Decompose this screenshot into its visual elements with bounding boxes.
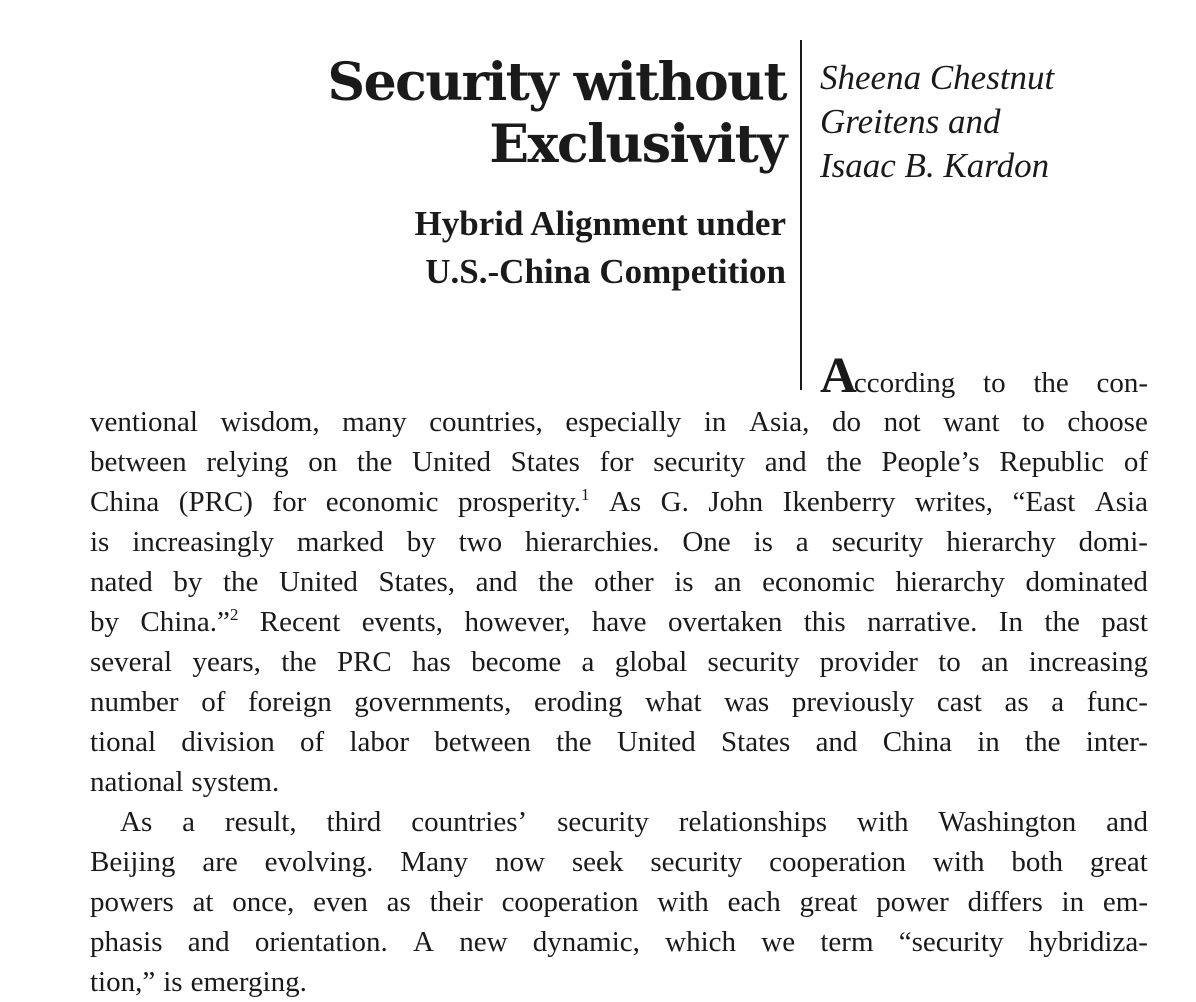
word: in — [1061, 886, 1085, 918]
word: Washington — [938, 806, 1077, 838]
word: become — [471, 646, 562, 678]
word: the — [1044, 606, 1080, 638]
word: new — [459, 926, 508, 958]
word: has — [412, 646, 451, 678]
word: eroding — [533, 686, 623, 718]
word: even — [313, 886, 368, 918]
word: to — [1022, 406, 1045, 438]
word: in — [703, 406, 727, 438]
word: “security — [898, 926, 1004, 958]
author-line: Greitens and — [820, 102, 1001, 141]
word: As — [608, 486, 642, 518]
text-line — [90, 442, 1148, 482]
word: not — [883, 406, 921, 438]
word: hierarchy — [895, 566, 1005, 598]
word: overtaken — [667, 606, 783, 638]
author-line: Isaac B. Kardon — [820, 146, 1050, 185]
word: relationships — [678, 806, 827, 838]
word: People’s — [881, 446, 980, 478]
word: global — [614, 646, 688, 678]
word: the — [356, 446, 393, 478]
text-line — [90, 482, 1148, 522]
word: labor — [349, 726, 410, 758]
word: cooperation — [501, 886, 639, 918]
word: and — [187, 926, 230, 958]
word: years, — [192, 646, 261, 678]
word: have — [591, 606, 647, 638]
word: Beijing — [90, 846, 176, 878]
paragraph-2 — [90, 802, 1148, 1002]
word: security — [831, 526, 924, 558]
vertical-divider — [800, 40, 802, 390]
word: between — [434, 726, 531, 758]
drop-cap: A — [820, 348, 857, 404]
word: G. — [660, 486, 689, 518]
word: and — [764, 446, 807, 478]
text-line — [90, 562, 1148, 602]
word: of — [1123, 446, 1148, 478]
text-line — [90, 882, 1148, 922]
word: as — [386, 886, 411, 918]
word: the — [222, 566, 259, 598]
word: em- — [1102, 886, 1148, 918]
word: which — [665, 926, 737, 958]
word: provider — [819, 646, 918, 678]
word: evolving. — [264, 846, 374, 878]
word: differs — [967, 886, 1043, 918]
word: the — [826, 446, 862, 478]
word: tional — [90, 726, 157, 758]
word: two — [458, 526, 503, 558]
word: PRC — [336, 646, 392, 678]
word: by — [406, 526, 436, 558]
word: relying — [206, 446, 289, 478]
word: powers — [90, 886, 174, 918]
word: phasis — [90, 926, 163, 958]
word: is — [753, 526, 773, 558]
word: this — [803, 606, 846, 638]
word: many — [342, 406, 407, 438]
word: security — [653, 446, 745, 478]
word: security — [707, 646, 800, 678]
word: do — [832, 406, 861, 438]
word: Asia, — [749, 406, 810, 438]
word: the — [281, 646, 317, 678]
word: with — [932, 846, 985, 878]
word: domi- — [1078, 526, 1148, 558]
word: number — [90, 686, 179, 718]
word: by — [173, 566, 203, 598]
word: wisdom, — [220, 406, 320, 438]
word: cast — [936, 686, 982, 718]
word: for — [599, 446, 634, 478]
word: past — [1101, 606, 1148, 638]
word: economic — [325, 486, 439, 518]
word: nated — [90, 566, 153, 598]
word: a — [182, 806, 196, 838]
word: seek — [571, 846, 624, 878]
word: Republic — [999, 446, 1105, 478]
word: States — [721, 726, 791, 758]
article-body — [90, 402, 1148, 1002]
author-line: Sheena Chestnut — [820, 58, 1055, 97]
word: cooperation — [769, 846, 906, 878]
word: prosperity.$^1$ — [457, 485, 590, 518]
word: func- — [1086, 686, 1148, 718]
word: and — [815, 726, 858, 758]
word: “East — [1012, 486, 1076, 518]
word: is — [163, 966, 183, 998]
word: security — [557, 806, 649, 838]
word: once, — [232, 886, 295, 918]
text-line — [90, 802, 1148, 842]
word: China — [90, 486, 160, 518]
paragraph-1 — [90, 402, 1148, 802]
word: dynamic, — [532, 926, 640, 958]
word: a — [581, 646, 595, 678]
word: hierarchy — [946, 526, 1056, 558]
word: tion,” — [90, 966, 156, 998]
text-line — [90, 642, 1148, 682]
title-line-1: Security without — [327, 52, 786, 113]
text-line — [90, 962, 1148, 1002]
word: a — [795, 526, 809, 558]
word: power — [876, 886, 949, 918]
word: ventional — [90, 406, 198, 438]
word: Asia — [1094, 486, 1148, 518]
word: events, — [361, 606, 444, 638]
word: to — [938, 646, 961, 678]
word: A — [413, 926, 434, 958]
word: of — [201, 686, 226, 718]
word: want — [943, 406, 1000, 438]
word: security — [650, 846, 743, 878]
word: as — [1004, 686, 1029, 718]
word: especially — [565, 406, 682, 438]
word: In — [998, 606, 1023, 638]
word: emerging. — [190, 966, 307, 998]
word: term — [820, 926, 874, 958]
text-line — [90, 522, 1148, 562]
word: between — [90, 446, 187, 478]
word: with — [856, 806, 909, 838]
word: writes, — [914, 486, 994, 518]
word: with — [657, 886, 709, 918]
word: are — [202, 846, 238, 878]
word: was — [724, 686, 770, 718]
word: great — [1089, 846, 1148, 878]
word: by — [90, 606, 119, 638]
word: China — [882, 726, 952, 758]
word: John — [708, 486, 764, 518]
word: is — [674, 566, 694, 598]
text-line — [90, 842, 1148, 882]
word: a — [1051, 686, 1065, 718]
word: increasingly — [132, 526, 274, 558]
word: we — [761, 926, 796, 958]
word: national — [90, 766, 184, 798]
opening-line — [820, 348, 1148, 404]
text-line — [90, 682, 1148, 722]
word: previously — [791, 686, 915, 718]
word: marked — [296, 526, 384, 558]
word: system. — [191, 766, 280, 798]
text-line — [90, 402, 1148, 442]
word: As — [120, 806, 153, 838]
footnote-marker[interactable]: 1 — [580, 485, 590, 504]
author-byline — [820, 56, 1180, 188]
word: and — [1106, 806, 1148, 838]
word: what — [645, 686, 702, 718]
word: other — [594, 566, 654, 598]
word: orientation. — [254, 926, 388, 958]
word: States, — [378, 566, 456, 598]
word: the — [1025, 726, 1061, 758]
text-line — [90, 722, 1148, 762]
word: countries, — [429, 406, 543, 438]
title-line-2: Exclusivity — [489, 114, 786, 175]
word: governments, — [354, 686, 512, 718]
word: an — [714, 566, 742, 598]
article-title — [166, 52, 786, 176]
word: United — [616, 726, 696, 758]
word: at — [192, 886, 214, 918]
word: the — [556, 726, 592, 758]
word: States — [510, 446, 580, 478]
word: Many — [400, 846, 469, 878]
word: One — [682, 526, 731, 558]
word: dominated — [1025, 566, 1148, 598]
word: United — [278, 566, 358, 598]
text-line — [90, 762, 1148, 802]
word: for — [272, 486, 307, 518]
word: countries’ — [411, 806, 528, 838]
word: increasing — [1028, 646, 1148, 678]
word: result, — [224, 806, 297, 838]
word: to — [983, 367, 1006, 399]
word: division — [181, 726, 275, 758]
word: the — [538, 566, 574, 598]
footnote-marker[interactable]: 2 — [229, 605, 239, 624]
word: con- — [1096, 367, 1148, 399]
subtitle-line-2: U.S.-China Competition — [425, 252, 786, 291]
word: an — [981, 646, 1009, 678]
text-line — [90, 602, 1148, 642]
word: their — [429, 886, 483, 918]
subtitle-line-1: Hybrid Alignment under — [414, 204, 786, 243]
word: the — [1033, 367, 1069, 399]
word: hierarchies. — [525, 526, 660, 558]
word: economic — [762, 566, 875, 598]
word: in — [977, 726, 1000, 758]
word: inter- — [1085, 726, 1148, 758]
word: Recent — [259, 606, 341, 638]
word: and — [475, 566, 518, 598]
text-line — [90, 922, 1148, 962]
word: United — [412, 446, 491, 478]
word: hybridiza- — [1028, 926, 1148, 958]
word: now — [494, 846, 545, 878]
word: however, — [464, 606, 571, 638]
word: great — [799, 886, 858, 918]
word: foreign — [247, 686, 332, 718]
word: both — [1011, 846, 1063, 878]
word: China.”$^2$ — [140, 605, 239, 638]
opening-first-word: According — [820, 348, 956, 404]
word: is — [90, 526, 110, 558]
word: (PRC) — [178, 486, 253, 518]
word: narrative. — [867, 606, 978, 638]
word: each — [727, 886, 781, 918]
word: third — [326, 806, 382, 838]
word: choose — [1067, 406, 1148, 438]
word: of — [300, 726, 325, 758]
article-subtitle — [166, 200, 786, 296]
word: on — [308, 446, 338, 478]
word: several — [90, 646, 173, 678]
word: Ikenberry — [782, 486, 896, 518]
